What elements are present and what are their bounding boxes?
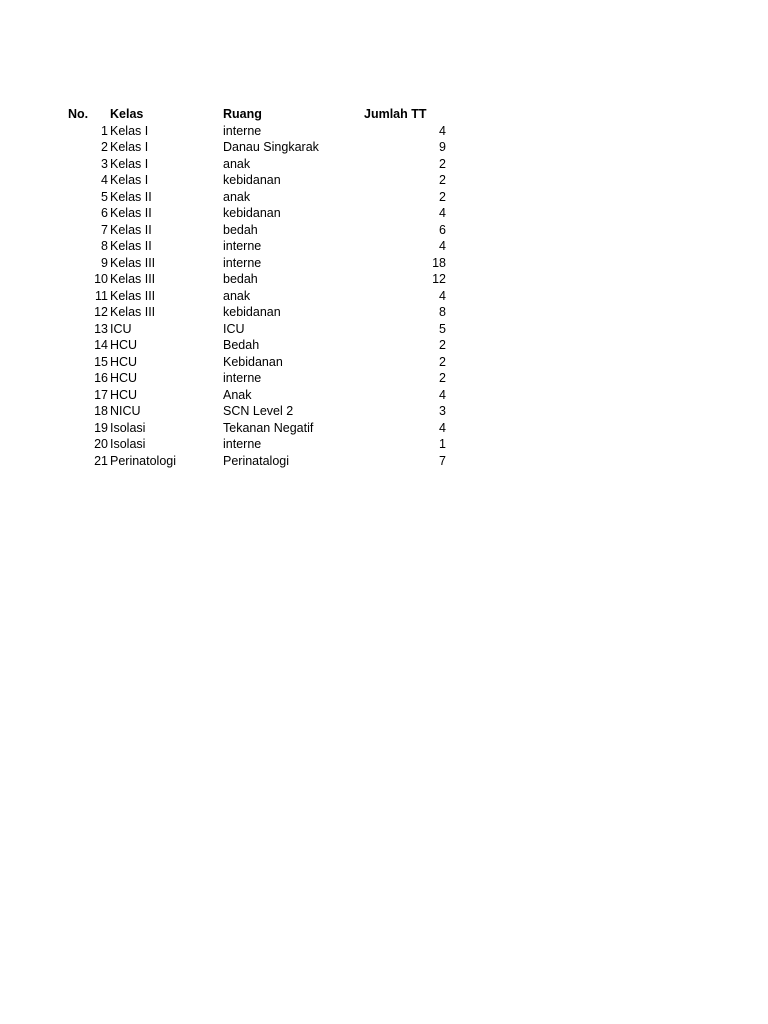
cell-ruang: interne xyxy=(223,437,262,451)
table-row xyxy=(68,304,458,321)
cell-ruang: bedah xyxy=(223,272,258,286)
cell-jumlah-tt: 4 xyxy=(439,206,446,220)
table-row xyxy=(68,337,458,354)
cell-jumlah-tt: 2 xyxy=(439,371,446,385)
table-row xyxy=(68,288,458,305)
header-kelas: Kelas xyxy=(110,107,144,121)
cell-ruang: anak xyxy=(223,288,251,303)
cell-jumlah-tt: 2 xyxy=(439,156,446,171)
cell-no: 15 xyxy=(94,354,108,369)
cell-kelas: NICU xyxy=(110,404,141,418)
header-jumlah-tt: Jumlah TT xyxy=(364,107,427,121)
cell-no: 7 xyxy=(101,222,108,237)
cell-no: 16 xyxy=(94,371,108,385)
cell-ruang: interne xyxy=(223,239,262,253)
cell-no: 6 xyxy=(101,206,108,220)
cell-no: 3 xyxy=(101,156,108,171)
cell-ruang: interne xyxy=(223,123,262,138)
cell-kelas: Isolasi xyxy=(110,437,146,451)
cell-no: 5 xyxy=(101,189,108,204)
cell-jumlah-tt: 2 xyxy=(439,354,446,369)
cell-ruang: Anak xyxy=(223,387,252,402)
cell-ruang: interne xyxy=(223,371,262,385)
cell-kelas: Kelas I xyxy=(110,123,149,138)
cell-ruang: anak xyxy=(223,189,251,204)
table-row xyxy=(68,354,458,371)
cell-kelas: Kelas II xyxy=(110,222,152,237)
cell-kelas: Kelas II xyxy=(110,189,152,204)
cell-kelas: HCU xyxy=(110,387,138,402)
cell-jumlah-tt: 8 xyxy=(439,305,446,319)
table-row xyxy=(68,321,458,338)
cell-ruang: interne xyxy=(223,255,262,270)
cell-kelas: Kelas III xyxy=(110,255,156,270)
cell-kelas: Kelas III xyxy=(110,272,156,286)
cell-no: 19 xyxy=(94,420,108,435)
cell-kelas: Kelas I xyxy=(110,156,149,171)
cell-no: 21 xyxy=(94,453,108,468)
cell-ruang: Perinatalogi xyxy=(223,453,290,468)
cell-no: 12 xyxy=(94,305,108,319)
cell-no: 18 xyxy=(94,404,108,418)
table-row xyxy=(68,271,458,288)
cell-no: 10 xyxy=(94,272,108,286)
cell-jumlah-tt: 18 xyxy=(432,255,446,270)
cell-kelas: Kelas I xyxy=(110,173,149,187)
cell-no: 17 xyxy=(94,387,108,402)
cell-jumlah-tt: 2 xyxy=(439,173,446,187)
cell-ruang: Bedah xyxy=(223,338,260,352)
cell-jumlah-tt: 1 xyxy=(439,437,446,451)
cell-kelas: Kelas III xyxy=(110,305,156,319)
cell-jumlah-tt: 7 xyxy=(439,453,446,468)
cell-no: 11 xyxy=(95,288,108,303)
cell-ruang: ICU xyxy=(223,321,245,336)
cell-jumlah-tt: 4 xyxy=(439,123,446,138)
cell-kelas: HCU xyxy=(110,371,138,385)
table-row xyxy=(68,436,458,453)
cell-ruang: kebidanan xyxy=(223,173,281,187)
cell-no: 9 xyxy=(101,255,108,270)
cell-ruang: kebidanan xyxy=(223,305,281,319)
cell-kelas: Isolasi xyxy=(110,420,146,435)
cell-kelas: Kelas II xyxy=(110,239,152,253)
cell-jumlah-tt: 3 xyxy=(439,404,446,418)
table-header-row xyxy=(68,106,458,123)
table-row xyxy=(68,238,458,255)
cell-no: 8 xyxy=(101,239,108,253)
cell-ruang: Tekanan Negatif xyxy=(223,420,314,435)
table-row xyxy=(68,453,458,470)
header-no: No. xyxy=(68,107,89,121)
cell-jumlah-tt: 5 xyxy=(439,321,446,336)
cell-jumlah-tt: 12 xyxy=(432,272,446,286)
cell-kelas: HCU xyxy=(110,338,138,352)
cell-no: 4 xyxy=(101,173,108,187)
cell-kelas: Perinatologi xyxy=(110,453,177,468)
table-row xyxy=(68,205,458,222)
table-row xyxy=(68,387,458,404)
cell-jumlah-tt: 2 xyxy=(439,338,446,352)
cell-no: 1 xyxy=(101,123,108,138)
table-row xyxy=(68,370,458,387)
table-row xyxy=(68,255,458,272)
table-row xyxy=(68,222,458,239)
cell-ruang: kebidanan xyxy=(223,206,281,220)
bed-table xyxy=(68,106,458,469)
table-row xyxy=(68,139,458,156)
cell-ruang: anak xyxy=(223,156,251,171)
cell-jumlah-tt: 2 xyxy=(439,189,446,204)
cell-jumlah-tt: 4 xyxy=(439,239,446,253)
header-ruang: Ruang xyxy=(223,107,262,121)
cell-jumlah-tt: 4 xyxy=(439,387,446,402)
cell-no: 2 xyxy=(101,140,108,154)
cell-kelas: Kelas III xyxy=(110,288,156,303)
table-row xyxy=(68,172,458,189)
cell-ruang: Kebidanan xyxy=(223,354,283,369)
cell-jumlah-tt: 4 xyxy=(439,288,446,303)
table-row xyxy=(68,403,458,420)
cell-jumlah-tt: 4 xyxy=(439,420,446,435)
table-row xyxy=(68,420,458,437)
cell-kelas: Kelas I xyxy=(110,140,149,154)
cell-ruang: SCN Level 2 xyxy=(223,404,294,418)
table-row xyxy=(68,156,458,173)
cell-kelas: HCU xyxy=(110,354,138,369)
cell-jumlah-tt: 6 xyxy=(439,222,446,237)
cell-no: 14 xyxy=(94,338,108,352)
cell-ruang: bedah xyxy=(223,222,258,237)
cell-no: 13 xyxy=(94,321,108,336)
cell-kelas: Kelas II xyxy=(110,206,152,220)
table-row xyxy=(68,189,458,206)
table-row xyxy=(68,123,458,140)
cell-jumlah-tt: 9 xyxy=(439,140,446,154)
cell-ruang: Danau Singkarak xyxy=(223,140,319,154)
cell-kelas: ICU xyxy=(110,321,132,336)
cell-no: 20 xyxy=(94,437,108,451)
